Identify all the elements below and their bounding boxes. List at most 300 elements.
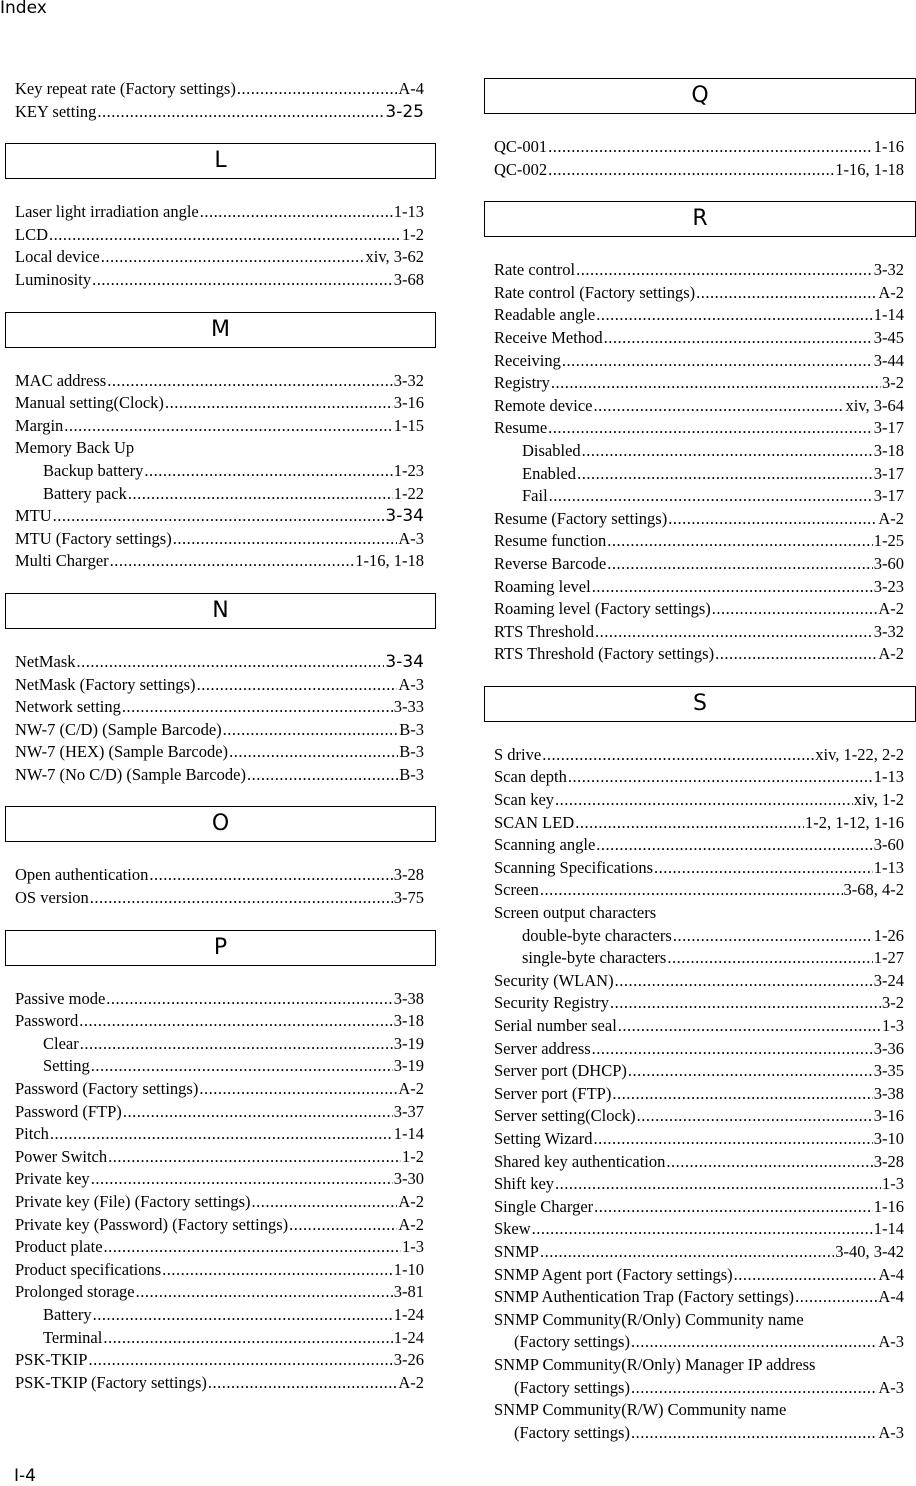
page-reference: B-3 <box>399 764 424 784</box>
index-entry <box>484 159 916 182</box>
page-reference: 1-23 <box>393 460 424 480</box>
dot-leader <box>173 528 398 551</box>
index-subentry <box>484 440 916 463</box>
dot-leader <box>596 304 873 327</box>
index-entry <box>484 136 916 159</box>
dot-leader <box>548 159 834 182</box>
page-reference: A-4 <box>878 1264 904 1284</box>
page-reference: A-2 <box>878 282 904 302</box>
dot-leader <box>136 1281 393 1304</box>
dot-leader <box>197 674 398 697</box>
page-reference: B-3 <box>399 742 424 762</box>
page-reference: A-3 <box>878 1422 904 1442</box>
page-reference: 3-34 <box>385 506 424 527</box>
index-entry <box>484 766 916 789</box>
index-term: Memory Back Up <box>15 438 135 458</box>
index-term: Server address <box>494 1038 591 1058</box>
dot-leader <box>93 1304 393 1327</box>
index-entry <box>484 1038 916 1061</box>
dot-leader <box>592 1038 873 1061</box>
index-term: KEY setting <box>15 101 97 121</box>
dot-leader <box>666 1151 872 1174</box>
index-term: SCAN LED <box>494 812 575 832</box>
index-entry <box>5 696 436 719</box>
dot-leader <box>607 553 873 576</box>
index-entry <box>484 1128 916 1151</box>
page-reference: 1-27 <box>873 948 904 968</box>
dot-leader <box>549 485 873 508</box>
dot-leader <box>654 857 873 880</box>
index-term: Roaming level <box>494 576 591 596</box>
page-reference: 3-23 <box>873 576 904 596</box>
dot-leader <box>734 1264 878 1287</box>
page-reference: 1-3 <box>882 1174 904 1194</box>
dot-leader <box>712 598 878 621</box>
index-term: Private key (Password) (Factory settings) <box>15 1214 289 1234</box>
index-entry <box>484 259 916 282</box>
index-entry <box>5 528 436 551</box>
section-header-n: N <box>5 593 436 629</box>
index-entry <box>5 1214 436 1237</box>
dot-leader <box>92 269 393 292</box>
dot-leader <box>199 1078 397 1101</box>
index-term: Scanning Specifications <box>494 857 654 877</box>
page-reference: 1-3 <box>402 1237 424 1257</box>
dot-leader <box>696 282 877 305</box>
index-entry <box>484 553 916 576</box>
index-entry <box>5 988 436 1011</box>
dot-leader <box>149 864 392 887</box>
index-entry <box>5 1281 436 1304</box>
page-reference: xiv, 1-2 <box>853 790 904 810</box>
page-reference: 1-3 <box>882 1016 904 1035</box>
index-entry <box>5 1372 436 1395</box>
index-entry <box>484 327 916 350</box>
page-reference: 1-14 <box>873 1219 904 1239</box>
index-entry <box>5 1010 436 1033</box>
index-term: Enabled <box>522 463 577 483</box>
page-reference: 1-2, 1-12, 1-16 <box>805 812 904 832</box>
dot-leader <box>673 925 873 948</box>
dot-leader <box>80 1033 393 1056</box>
page-reference: 1-2 <box>402 1146 424 1166</box>
index-entry <box>5 651 436 674</box>
index-entry <box>5 201 436 224</box>
index-entry <box>5 415 436 438</box>
dot-leader <box>618 1015 881 1038</box>
index-term: Private key (File) (Factory settings) <box>15 1192 251 1211</box>
dot-leader <box>668 508 877 531</box>
index-term: SNMP Authentication Trap (Factory settings) <box>494 1287 795 1307</box>
index-entry <box>5 741 436 764</box>
index-term: SNMP Agent port (Factory settings) <box>494 1264 733 1284</box>
dot-leader <box>562 350 873 373</box>
page-reference: 1-16 <box>873 137 904 156</box>
index-entry <box>5 1259 436 1282</box>
dot-leader <box>49 224 401 247</box>
dot-leader <box>555 1173 881 1196</box>
page-reference: 3-19 <box>393 1033 424 1053</box>
dot-leader <box>540 879 843 902</box>
index-entry <box>484 1151 916 1174</box>
index-term: Serial number seal <box>494 1016 617 1035</box>
index-entry <box>484 1218 916 1241</box>
index-term: Backup battery <box>43 460 144 480</box>
dot-leader <box>229 741 398 764</box>
page-reference: 1-24 <box>393 1327 424 1347</box>
index-subentry <box>484 925 916 948</box>
page-reference: 3-25 <box>385 101 424 122</box>
dot-leader <box>104 1236 401 1259</box>
index-entry <box>484 576 916 599</box>
dot-leader <box>610 992 881 1015</box>
index-term: Fail <box>522 486 548 506</box>
dot-leader <box>247 764 398 787</box>
index-term: Network setting <box>15 697 121 717</box>
page-reference: 3-38 <box>873 1083 904 1103</box>
index-entry <box>484 304 916 327</box>
page-reference: xiv, 1-22, 2-2 <box>815 744 904 764</box>
index-term: Reverse Barcode <box>494 553 607 573</box>
index-term: Terminal <box>43 1327 103 1347</box>
page-reference: 3-60 <box>873 553 904 573</box>
index-term: (Factory settings) <box>514 1332 630 1352</box>
page-reference: 3-40, 3-42 <box>835 1241 904 1261</box>
dot-leader <box>97 101 384 124</box>
dot-leader <box>208 1372 397 1395</box>
index-term: Scan key <box>494 790 555 810</box>
dot-leader <box>607 530 872 553</box>
index-term: PSK-TKIP (Factory settings) <box>15 1372 207 1392</box>
index-entry <box>5 1123 436 1146</box>
index-term: Battery pack <box>43 483 127 503</box>
dot-leader <box>64 415 392 438</box>
page-reference: 3-37 <box>393 1101 424 1121</box>
index-term: Password (Factory settings) <box>15 1079 199 1099</box>
index-subentry <box>484 947 916 970</box>
index-entry <box>484 812 916 835</box>
index-entry <box>484 1377 916 1400</box>
index-term: double-byte characters <box>522 925 672 945</box>
index-term: MTU (Factory settings) <box>15 528 172 548</box>
page-reference: 1-13 <box>873 857 904 877</box>
index-entry <box>484 1286 916 1309</box>
index-subentry <box>484 485 916 508</box>
dot-leader <box>628 1060 873 1083</box>
page-reference: A-2 <box>398 1372 424 1392</box>
index-term: Resume function <box>494 531 607 551</box>
index-term: Security Registry <box>494 993 610 1013</box>
index-entry <box>5 1349 436 1372</box>
page-reference: 3-16 <box>393 393 424 413</box>
index-term: Setting Wizard <box>494 1128 593 1148</box>
index-term: Registry <box>494 373 550 393</box>
dot-leader <box>631 1377 877 1400</box>
index-term: Laser light irradiation angle <box>15 202 199 222</box>
index-entry <box>5 246 436 269</box>
index-term: MTU <box>15 506 52 526</box>
index-subentry <box>5 1055 436 1078</box>
page-reference: 3-28 <box>393 865 424 885</box>
index-term: QC-002 <box>494 159 548 179</box>
page-reference: 3-44 <box>873 350 904 370</box>
page-reference: 1-22 <box>393 483 424 503</box>
dot-leader <box>123 1101 393 1124</box>
index-entry <box>484 598 916 621</box>
page-reference: 1-13 <box>873 767 904 787</box>
page-reference: 1-25 <box>873 531 904 551</box>
index-entry <box>484 879 916 902</box>
dot-leader <box>53 505 385 528</box>
page-reference: 3-16 <box>873 1106 904 1126</box>
index-term: Rate control <box>494 260 576 280</box>
page-reference: 1-16, 1-18 <box>835 159 904 179</box>
page-reference: 3-28 <box>873 1151 904 1171</box>
page-reference: A-2 <box>398 1079 424 1099</box>
index-term: Disabled <box>522 440 581 460</box>
page-reference: 3-36 <box>873 1038 904 1058</box>
index-term: Screen output characters <box>494 903 657 923</box>
index-term: Product plate <box>15 1237 103 1257</box>
page-reference: 1-13 <box>393 202 424 222</box>
index-entry <box>484 970 916 993</box>
index-entry <box>484 1399 916 1422</box>
index-subentry <box>5 1304 436 1327</box>
index-subentry <box>484 463 916 486</box>
dot-leader <box>165 392 393 415</box>
index-term: Single Charger <box>494 1196 594 1216</box>
dot-leader <box>615 970 873 993</box>
index-term: Setting <box>43 1056 90 1076</box>
page-reference: 1-26 <box>873 925 904 945</box>
page-reference: 3-68 <box>393 269 424 289</box>
dot-leader <box>637 1105 873 1128</box>
index-entry <box>484 1331 916 1354</box>
index-entry <box>484 902 916 925</box>
page-reference: 3-75 <box>393 888 424 908</box>
index-entry <box>484 1264 916 1287</box>
dot-leader <box>612 1083 872 1106</box>
page-reference: 3-2 <box>882 373 904 393</box>
index-term: Battery <box>43 1304 92 1324</box>
index-term: Server setting(Clock) <box>494 1106 636 1126</box>
dot-leader <box>548 136 873 159</box>
index-term: Remote device <box>494 395 593 415</box>
page-reference: 3-32 <box>873 621 904 641</box>
index-entry <box>484 1354 916 1377</box>
index-term: Multi Charger <box>15 551 109 571</box>
page-reference: A-2 <box>878 508 904 528</box>
dot-leader <box>715 643 877 666</box>
index-term: Private key <box>15 1169 90 1189</box>
page-reference: A-3 <box>878 1377 904 1397</box>
dot-leader <box>604 327 873 350</box>
running-head: Index <box>0 0 47 18</box>
index-term: Shared key authentication <box>494 1151 666 1171</box>
index-term: Local device <box>15 247 100 267</box>
index-entry <box>5 101 436 124</box>
dot-leader <box>595 621 873 644</box>
page-reference: A-2 <box>878 644 904 664</box>
index-term: Margin <box>15 415 64 435</box>
page-reference: 3-18 <box>393 1011 424 1031</box>
index-entry <box>5 505 436 528</box>
dot-leader <box>582 440 873 463</box>
dot-leader <box>106 988 392 1011</box>
page-reference: 3-30 <box>393 1169 424 1189</box>
index-entry <box>5 78 436 101</box>
index-entry <box>484 857 916 880</box>
index-entry <box>484 395 916 418</box>
page-reference: A-3 <box>878 1332 904 1352</box>
page-reference: 1-14 <box>393 1124 424 1144</box>
index-term: NW-7 (No C/D) (Sample Barcode) <box>15 764 246 784</box>
dot-leader <box>594 1196 873 1219</box>
index-term: Prolonged storage <box>15 1282 135 1302</box>
page-reference: B-3 <box>399 719 424 739</box>
index-term: Luminosity <box>15 269 92 289</box>
index-entry <box>5 1101 436 1124</box>
index-entry <box>484 834 916 857</box>
index-entry <box>484 744 916 767</box>
index-term: Power Switch <box>15 1146 108 1166</box>
dot-leader <box>79 1010 392 1033</box>
index-term: SNMP Community(R/Only) Community name <box>494 1309 804 1329</box>
dot-leader <box>77 651 385 674</box>
dot-leader <box>237 78 398 101</box>
index-entry <box>484 417 916 440</box>
dot-leader <box>540 1241 834 1264</box>
page-reference: A-4 <box>878 1287 904 1307</box>
index-term: SNMP <box>494 1241 539 1261</box>
index-entry <box>5 1191 436 1214</box>
index-term: LCD <box>15 224 48 244</box>
page-reference: 1-15 <box>393 415 424 435</box>
index-term: Open authentication <box>15 865 149 885</box>
dot-leader <box>91 1168 393 1191</box>
index-term: Key repeat rate (Factory settings) <box>15 79 236 98</box>
index-entry <box>5 1236 436 1259</box>
page-reference: 1-16, 1-18 <box>355 551 424 571</box>
section-header-p: P <box>5 930 436 966</box>
dot-leader <box>101 246 365 269</box>
index-term: Security (WLAN) <box>494 970 614 990</box>
page-reference: A-3 <box>398 674 424 694</box>
index-term: RTS Threshold <box>494 621 594 641</box>
page-reference: 3-19 <box>393 1056 424 1076</box>
index-entry <box>484 1105 916 1128</box>
index-term: NetMask <box>15 651 76 671</box>
index-term: (Factory settings) <box>514 1377 630 1397</box>
index-entry <box>5 392 436 415</box>
index-subentry <box>5 1327 436 1350</box>
dot-leader <box>631 1422 877 1445</box>
index-term: NW-7 (C/D) (Sample Barcode) <box>15 719 222 739</box>
index-entry <box>5 864 436 887</box>
page-reference: 3-38 <box>393 988 424 1008</box>
page-reference: 1-14 <box>873 305 904 325</box>
dot-leader <box>576 259 873 282</box>
index-subentry <box>5 1033 436 1056</box>
dot-leader <box>252 1191 398 1214</box>
index-term: OS version <box>15 888 89 908</box>
dot-leader <box>289 1214 397 1237</box>
index-entry <box>5 1146 436 1169</box>
index-term: SNMP Community(R/Only) Manager IP address <box>494 1354 816 1374</box>
index-term: Screen <box>494 880 539 900</box>
index-column-right <box>484 78 916 1444</box>
index-term: S drive <box>494 744 542 764</box>
index-entry <box>484 789 916 812</box>
dot-leader <box>223 719 399 742</box>
index-entry <box>5 887 436 910</box>
index-entry <box>5 764 436 787</box>
page-reference: 1-2 <box>402 224 424 244</box>
index-subentry <box>5 460 436 483</box>
page-reference: 3-35 <box>873 1061 904 1081</box>
dot-leader <box>596 834 872 857</box>
page-reference: 3-10 <box>873 1128 904 1148</box>
dot-leader <box>592 576 873 599</box>
index-term: NetMask (Factory settings) <box>15 674 196 694</box>
index-entry <box>484 1173 916 1196</box>
index-term: single-byte characters <box>522 948 667 968</box>
page-reference: 1-16 <box>873 1196 904 1216</box>
dot-leader <box>667 947 872 970</box>
index-entry <box>484 530 916 553</box>
index-entry <box>484 643 916 666</box>
index-entry <box>484 1309 916 1332</box>
page-reference: 3-2 <box>882 993 904 1013</box>
index-column-left <box>5 78 436 1394</box>
page-reference: xiv, 3-62 <box>365 247 424 267</box>
dot-leader <box>577 463 873 486</box>
index-entry <box>484 1083 916 1106</box>
index-term: Server port (FTP) <box>494 1083 612 1103</box>
page-reference: 3-24 <box>873 970 904 990</box>
index-term: Resume (Factory settings) <box>494 508 668 528</box>
page-reference: A-2 <box>398 1214 424 1234</box>
index-entry <box>484 508 916 531</box>
dot-leader <box>200 201 393 224</box>
index-term: Product specifications <box>15 1259 162 1279</box>
index-term: Receive Method <box>494 327 603 347</box>
section-header-l: L <box>5 143 436 179</box>
dot-leader <box>551 372 881 395</box>
index-entry <box>484 282 916 305</box>
dot-leader <box>532 1218 873 1241</box>
dot-leader <box>88 1349 392 1372</box>
index-term: Password (FTP) <box>15 1101 122 1121</box>
section-header-r: R <box>484 201 916 237</box>
index-entry <box>484 1422 916 1445</box>
index-entry <box>5 1168 436 1191</box>
index-entry <box>5 437 436 460</box>
dot-leader <box>122 696 393 719</box>
index-entry <box>484 372 916 395</box>
dot-leader <box>144 460 392 483</box>
page-reference: 3-26 <box>393 1350 424 1370</box>
dot-leader <box>631 1331 877 1354</box>
index-term: Clear <box>43 1033 79 1053</box>
index-term: Password <box>15 1011 79 1031</box>
page-reference: A-2 <box>398 1192 424 1211</box>
page-reference: 3-32 <box>393 370 424 390</box>
page-reference: 3-60 <box>873 835 904 855</box>
section-header-s: S <box>484 686 916 722</box>
index-term: PSK-TKIP <box>15 1350 88 1370</box>
index-term: Readable angle <box>494 305 596 325</box>
